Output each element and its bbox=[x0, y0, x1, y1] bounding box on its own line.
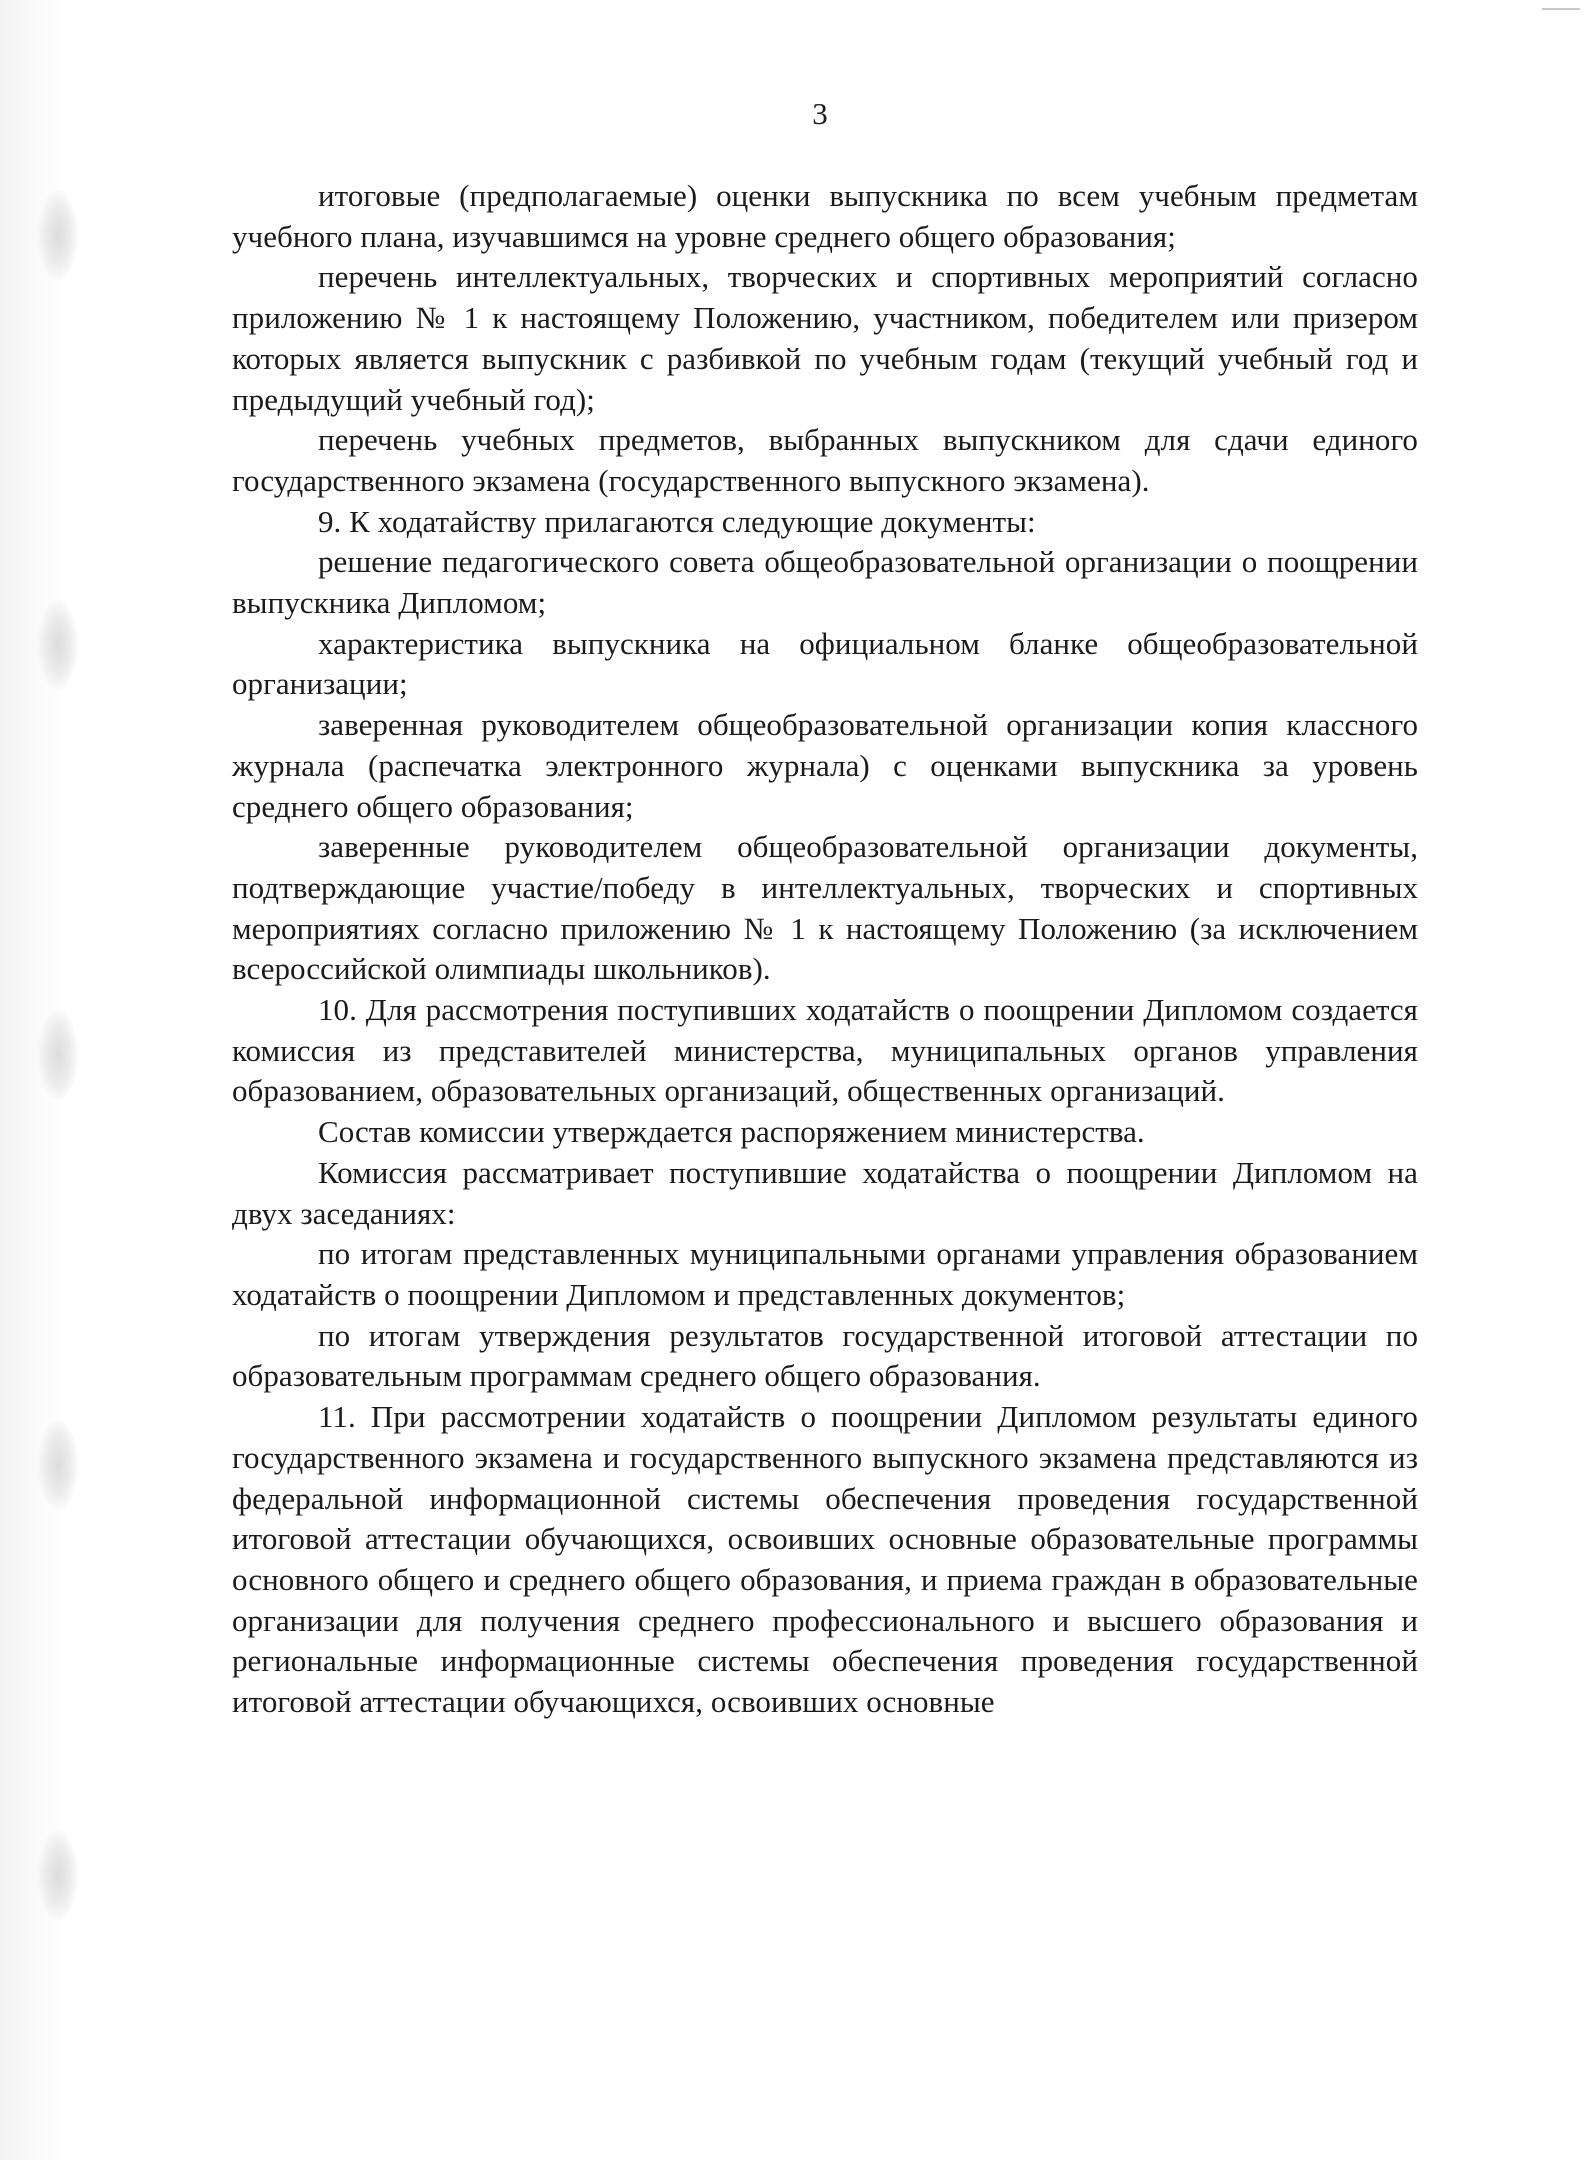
paragraph: перечень учебных предметов, выбранных выпускником для сдачи единого государственного экзамена (государственного выпускного экзамена). bbox=[232, 422, 1418, 498]
page-number: 3 bbox=[812, 96, 828, 131]
paragraph: по итогам утверждения результатов государственной итоговой аттестации по образовательным программам среднего общего образования. bbox=[232, 1317, 1418, 1394]
paragraph: заверенная руководителем общеобразовательной организации копия классного журнала (распечатка электронного журнала) с оценками выпускника за уровень среднего общего образования; bbox=[232, 707, 1418, 824]
paragraph: итоговые (предполагаемые) оценки выпускника по всем учебным предметам учебного плана, изучавшимся на уровне среднего общего образования; bbox=[232, 178, 1418, 254]
paragraph-item-9: 9. К ходатайству прилагаются следующие документы: bbox=[318, 503, 1036, 539]
scan-artifact bbox=[38, 1010, 78, 1100]
paragraph: заверенные руководителем общеобразовательной организации документы, подтверждающие участие/победу в интеллектуальных, творческих и спортивных мероприятиях согласно приложению № 1 к настоящему Положению (за исключением всероссийской олимпиады школьников). bbox=[232, 829, 1418, 987]
scan-artifact bbox=[38, 1420, 78, 1510]
paragraph-item-10: 10. Для рассмотрения поступивших ходатайств о поощрении Дипломом создается комиссия из представителей министерства, муниципальных органов управления образованием, образовательных организаций, общественных организаций. bbox=[232, 992, 1418, 1109]
scan-artifact bbox=[38, 190, 78, 280]
paragraph: решение педагогического совета общеобразовательной организации о поощрении выпускника Дипломом; bbox=[232, 544, 1418, 621]
paragraph: по итогам представленных муниципальными органами управления образованием ходатайств о поощрении Дипломом и представленных документов; bbox=[232, 1236, 1418, 1312]
paragraph: характеристика выпускника на официальном бланке общеобразовательной организации; bbox=[232, 625, 1418, 702]
document-body bbox=[232, 176, 1418, 1723]
scan-corner-mark bbox=[1542, 8, 1580, 10]
paragraph-item-11: 11. При рассмотрении ходатайств о поощрении Дипломом результаты единого государственного экзамена и государственного выпускного экзамена представляются из федеральной информационной системы обеспечения проведения государственной итоговой аттестации обучающихся, освоивших основные образовательные программы основного общего и среднего общего образования, и приема граждан в образовательные организации для получения среднего профессионального и высшего образования и региональные информационные системы обеспечения проведения государственной итоговой аттестации обучающихся, освоивших основные bbox=[232, 1399, 1418, 1720]
paragraph: Состав комиссии утверждается распоряжением министерства. bbox=[318, 1114, 1145, 1150]
paragraph: Комиссия рассматривает поступившие ходатайства о поощрении Дипломом на двух заседаниях: bbox=[232, 1154, 1418, 1231]
scan-artifact bbox=[38, 1830, 78, 1920]
paragraph: перечень интеллектуальных, творческих и спортивных мероприятий согласно приложению № 1 к настоящему Положению, участником, победителем или призером которых является выпускник с разбивкой по учебным годам (текущий учебный год и предыдущий учебный год); bbox=[232, 259, 1418, 417]
scan-artifact bbox=[38, 600, 78, 690]
